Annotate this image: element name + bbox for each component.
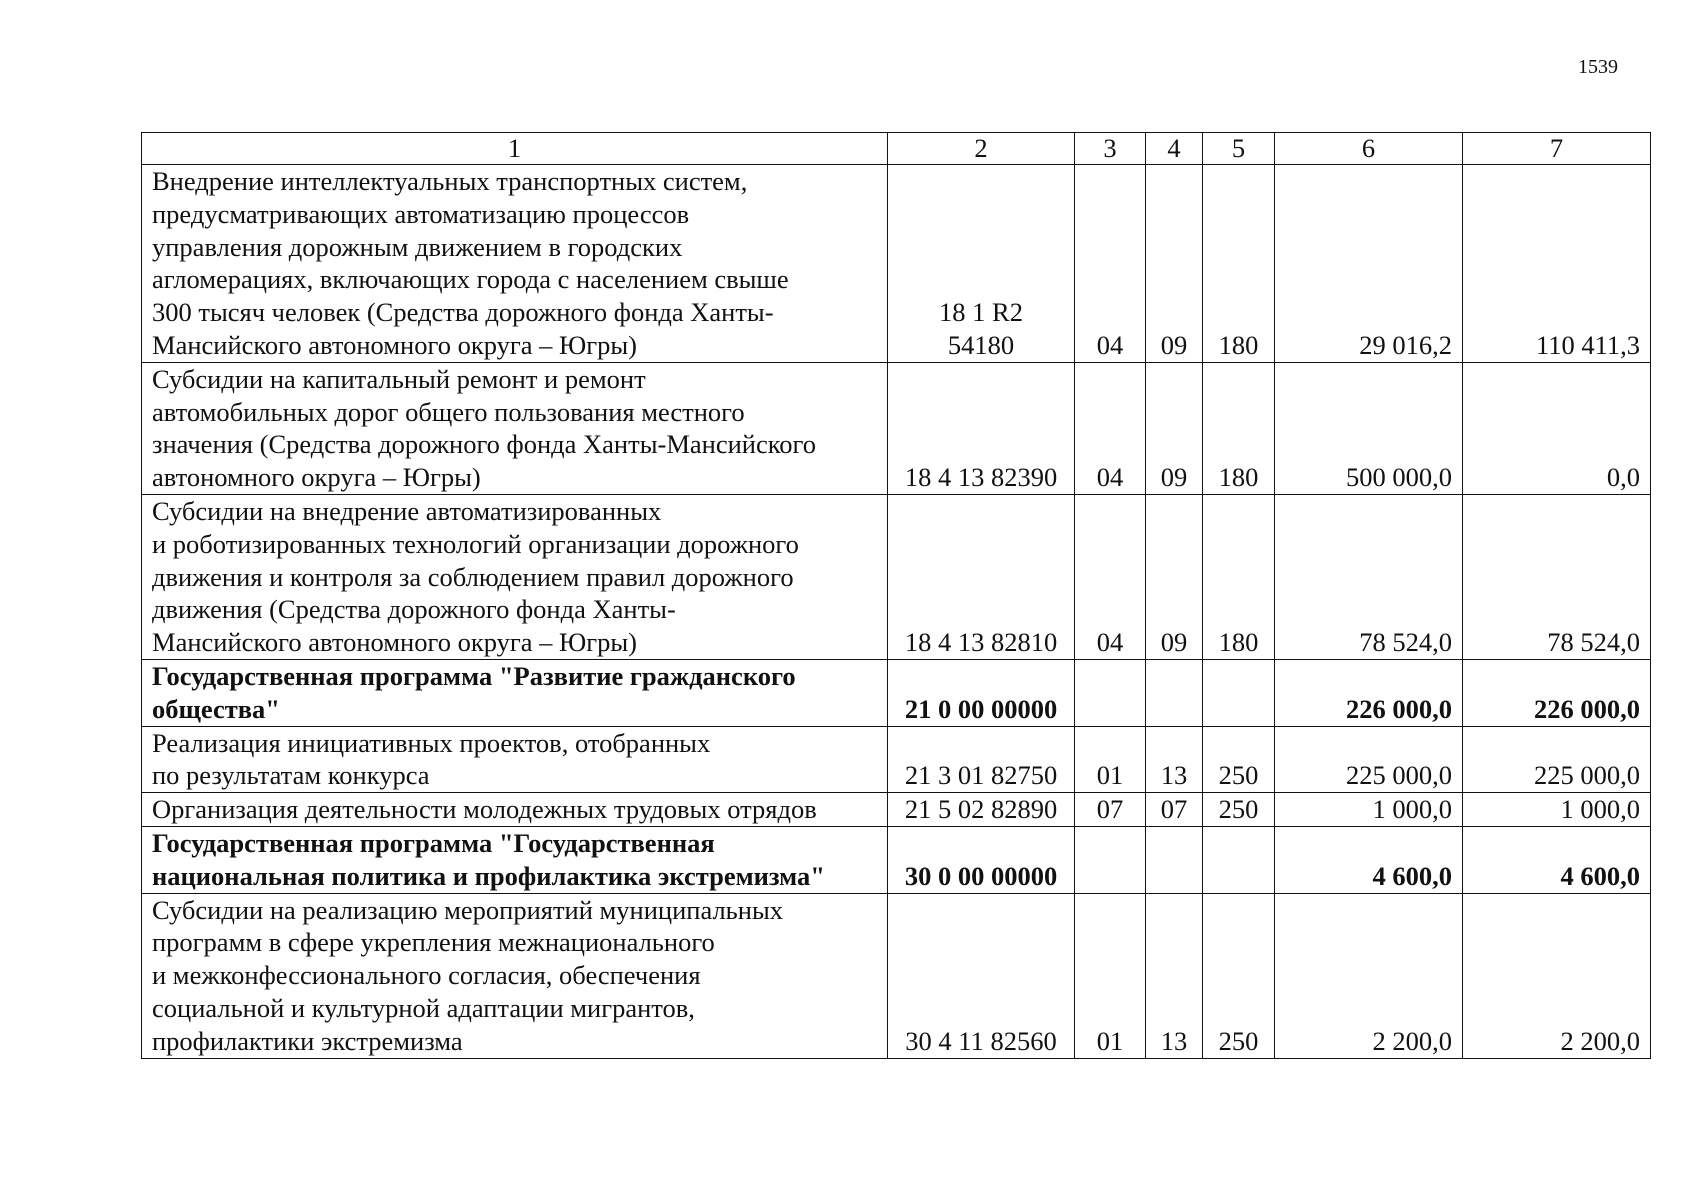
expense-name-line: Государственная программа "Развитие гражданского xyxy=(152,660,796,691)
column-number-row xyxy=(142,133,1651,165)
table-row xyxy=(142,726,1651,793)
subsection-code-cell: 13 xyxy=(1146,893,1203,1058)
program-total-row xyxy=(142,826,1651,893)
section-code-cell xyxy=(1075,826,1146,893)
expense-name-line: Внедрение интеллектуальных транспортных систем, xyxy=(152,166,748,196)
target-code-line: 18 4 13 82810 xyxy=(904,627,1058,658)
target-code-line: 21 3 01 82750 xyxy=(904,760,1058,791)
expense-name-cell xyxy=(142,793,888,827)
amount-year2-cell: 4 600,0 xyxy=(1463,826,1651,893)
subsection-code-cell xyxy=(1146,826,1203,893)
expense-name-line: по результатам конкурса xyxy=(152,760,430,791)
expense-name-cell xyxy=(142,726,888,793)
column-header: 1 xyxy=(142,133,888,165)
table-row xyxy=(142,362,1651,494)
table-body xyxy=(142,165,1651,1059)
expense-name-line: Субсидии на внедрение автоматизированных xyxy=(152,495,662,526)
section-code-cell: 04 xyxy=(1075,362,1146,494)
expense-name-line: автономного округа – Югры) xyxy=(152,462,481,493)
expense-name-cell xyxy=(142,165,888,363)
expense-name-line: движения (Средства дорожного фонда Ханты- xyxy=(152,594,676,625)
amount-year2-cell: 78 524,0 xyxy=(1463,494,1651,659)
expense-name-line: 300 тысяч человек (Средства дорожного фонда Ханты- xyxy=(152,297,774,328)
section-code-cell: 07 xyxy=(1075,793,1146,827)
expense-name-cell xyxy=(142,494,888,659)
expense-name-cell xyxy=(142,826,888,893)
target-code-line: 18 4 13 82390 xyxy=(904,462,1058,493)
target-code-cell xyxy=(888,893,1075,1058)
amount-year1-cell: 1 000,0 xyxy=(1275,793,1463,827)
expense-type-cell: 180 xyxy=(1203,494,1275,659)
page-number: 1539 xyxy=(1578,56,1618,78)
expense-name-line: национальная политика и профилактика экстремизма" xyxy=(152,860,826,891)
expense-type-cell: 250 xyxy=(1203,793,1275,827)
target-code-cell xyxy=(888,826,1075,893)
subsection-code-cell: 13 xyxy=(1146,726,1203,793)
expense-name-line: управления дорожным движением в городских xyxy=(152,231,683,262)
target-code-line: 21 5 02 82890 xyxy=(904,794,1058,825)
expense-name-line: автомобильных дорог общего пользования местного xyxy=(152,396,745,427)
amount-year1-cell: 29 016,2 xyxy=(1275,165,1463,363)
amount-year1-cell: 2 200,0 xyxy=(1275,893,1463,1058)
expense-name-line: значения (Средства дорожного фонда Ханты-Мансийского xyxy=(152,429,816,460)
amount-year1-cell: 4 600,0 xyxy=(1275,826,1463,893)
target-code-cell xyxy=(888,726,1075,793)
subsection-code-cell xyxy=(1146,659,1203,726)
program-total-row xyxy=(142,659,1651,726)
target-code-cell xyxy=(888,494,1075,659)
expense-type-cell: 180 xyxy=(1203,165,1275,363)
amount-year1-cell: 225 000,0 xyxy=(1275,726,1463,793)
table-row xyxy=(142,893,1651,1058)
expense-type-cell: 250 xyxy=(1203,726,1275,793)
column-header: 7 xyxy=(1463,133,1651,165)
amount-year2-cell: 225 000,0 xyxy=(1463,726,1651,793)
table-row xyxy=(142,494,1651,659)
amount-year1-cell: 78 524,0 xyxy=(1275,494,1463,659)
expense-name-line: Мансийского автономного округа – Югры) xyxy=(152,329,637,360)
expense-name-cell xyxy=(142,893,888,1058)
expense-name-line: Реализация инициативных проектов, отобранных xyxy=(152,727,711,758)
amount-year1-cell: 226 000,0 xyxy=(1275,659,1463,726)
section-code-cell: 01 xyxy=(1075,726,1146,793)
expense-name-line: и межконфессионального согласия, обеспечения xyxy=(152,960,701,991)
subsection-code-cell: 09 xyxy=(1146,362,1203,494)
expense-name-line: социальной и культурной адаптации мигрантов, xyxy=(152,992,695,1023)
expense-name-line: программ в сфере укрепления межнационального xyxy=(152,927,715,958)
table-row xyxy=(142,165,1651,363)
target-code-cell xyxy=(888,362,1075,494)
expense-name-line: предусматривающих автоматизацию процессов xyxy=(152,198,690,229)
column-header: 4 xyxy=(1146,133,1203,165)
amount-year1-cell: 500 000,0 xyxy=(1275,362,1463,494)
expense-name-line: движения и контроля за соблюдением правил дорожного xyxy=(152,561,794,592)
amount-year2-cell: 0,0 xyxy=(1463,362,1651,494)
amount-year2-cell: 2 200,0 xyxy=(1463,893,1651,1058)
budget-table xyxy=(141,132,1651,1059)
expense-name-line: профилактики экстремизма xyxy=(152,1025,463,1056)
target-code-line: 18 1 R2 xyxy=(939,297,1023,328)
target-code-cell xyxy=(888,659,1075,726)
expense-name-line: Субсидии на реализацию мероприятий муниципальных xyxy=(152,894,784,925)
expense-name-line: Мансийского автономного округа – Югры) xyxy=(152,627,637,658)
section-code-cell: 01 xyxy=(1075,893,1146,1058)
expense-name-cell xyxy=(142,659,888,726)
expense-type-cell xyxy=(1203,659,1275,726)
expense-name-line: Организация деятельности молодежных трудовых отрядов xyxy=(152,794,817,825)
amount-year2-cell: 226 000,0 xyxy=(1463,659,1651,726)
column-header: 3 xyxy=(1075,133,1146,165)
expense-name-line: агломерациях, включающих города с населением свыше xyxy=(152,264,789,295)
column-header: 6 xyxy=(1275,133,1463,165)
target-code-line: 21 0 00 00000 xyxy=(904,693,1058,724)
target-code-line: 30 4 11 82560 xyxy=(905,1025,1057,1056)
expense-name-line: Субсидии на капитальный ремонт и ремонт xyxy=(152,363,646,394)
section-code-cell: 04 xyxy=(1075,494,1146,659)
table-row xyxy=(142,793,1651,827)
amount-year2-cell: 110 411,3 xyxy=(1463,165,1651,363)
expense-name-line: общества" xyxy=(152,693,281,724)
target-code-line: 54180 xyxy=(947,329,1015,360)
target-code-cell xyxy=(888,165,1075,363)
section-code-cell: 04 xyxy=(1075,165,1146,363)
expense-name-line: и роботизированных технологий организации дорожного xyxy=(152,528,799,559)
subsection-code-cell: 07 xyxy=(1146,793,1203,827)
expense-name-cell xyxy=(142,362,888,494)
section-code-cell xyxy=(1075,659,1146,726)
target-code-line: 30 0 00 00000 xyxy=(904,860,1058,891)
expense-name-line: Государственная программа "Государственная xyxy=(152,827,715,858)
expense-type-cell: 180 xyxy=(1203,362,1275,494)
column-header: 5 xyxy=(1203,133,1275,165)
expense-type-cell: 250 xyxy=(1203,893,1275,1058)
subsection-code-cell: 09 xyxy=(1146,165,1203,363)
amount-year2-cell: 1 000,0 xyxy=(1463,793,1651,827)
target-code-cell xyxy=(888,793,1075,827)
column-header: 2 xyxy=(888,133,1075,165)
expense-type-cell xyxy=(1203,826,1275,893)
subsection-code-cell: 09 xyxy=(1146,494,1203,659)
